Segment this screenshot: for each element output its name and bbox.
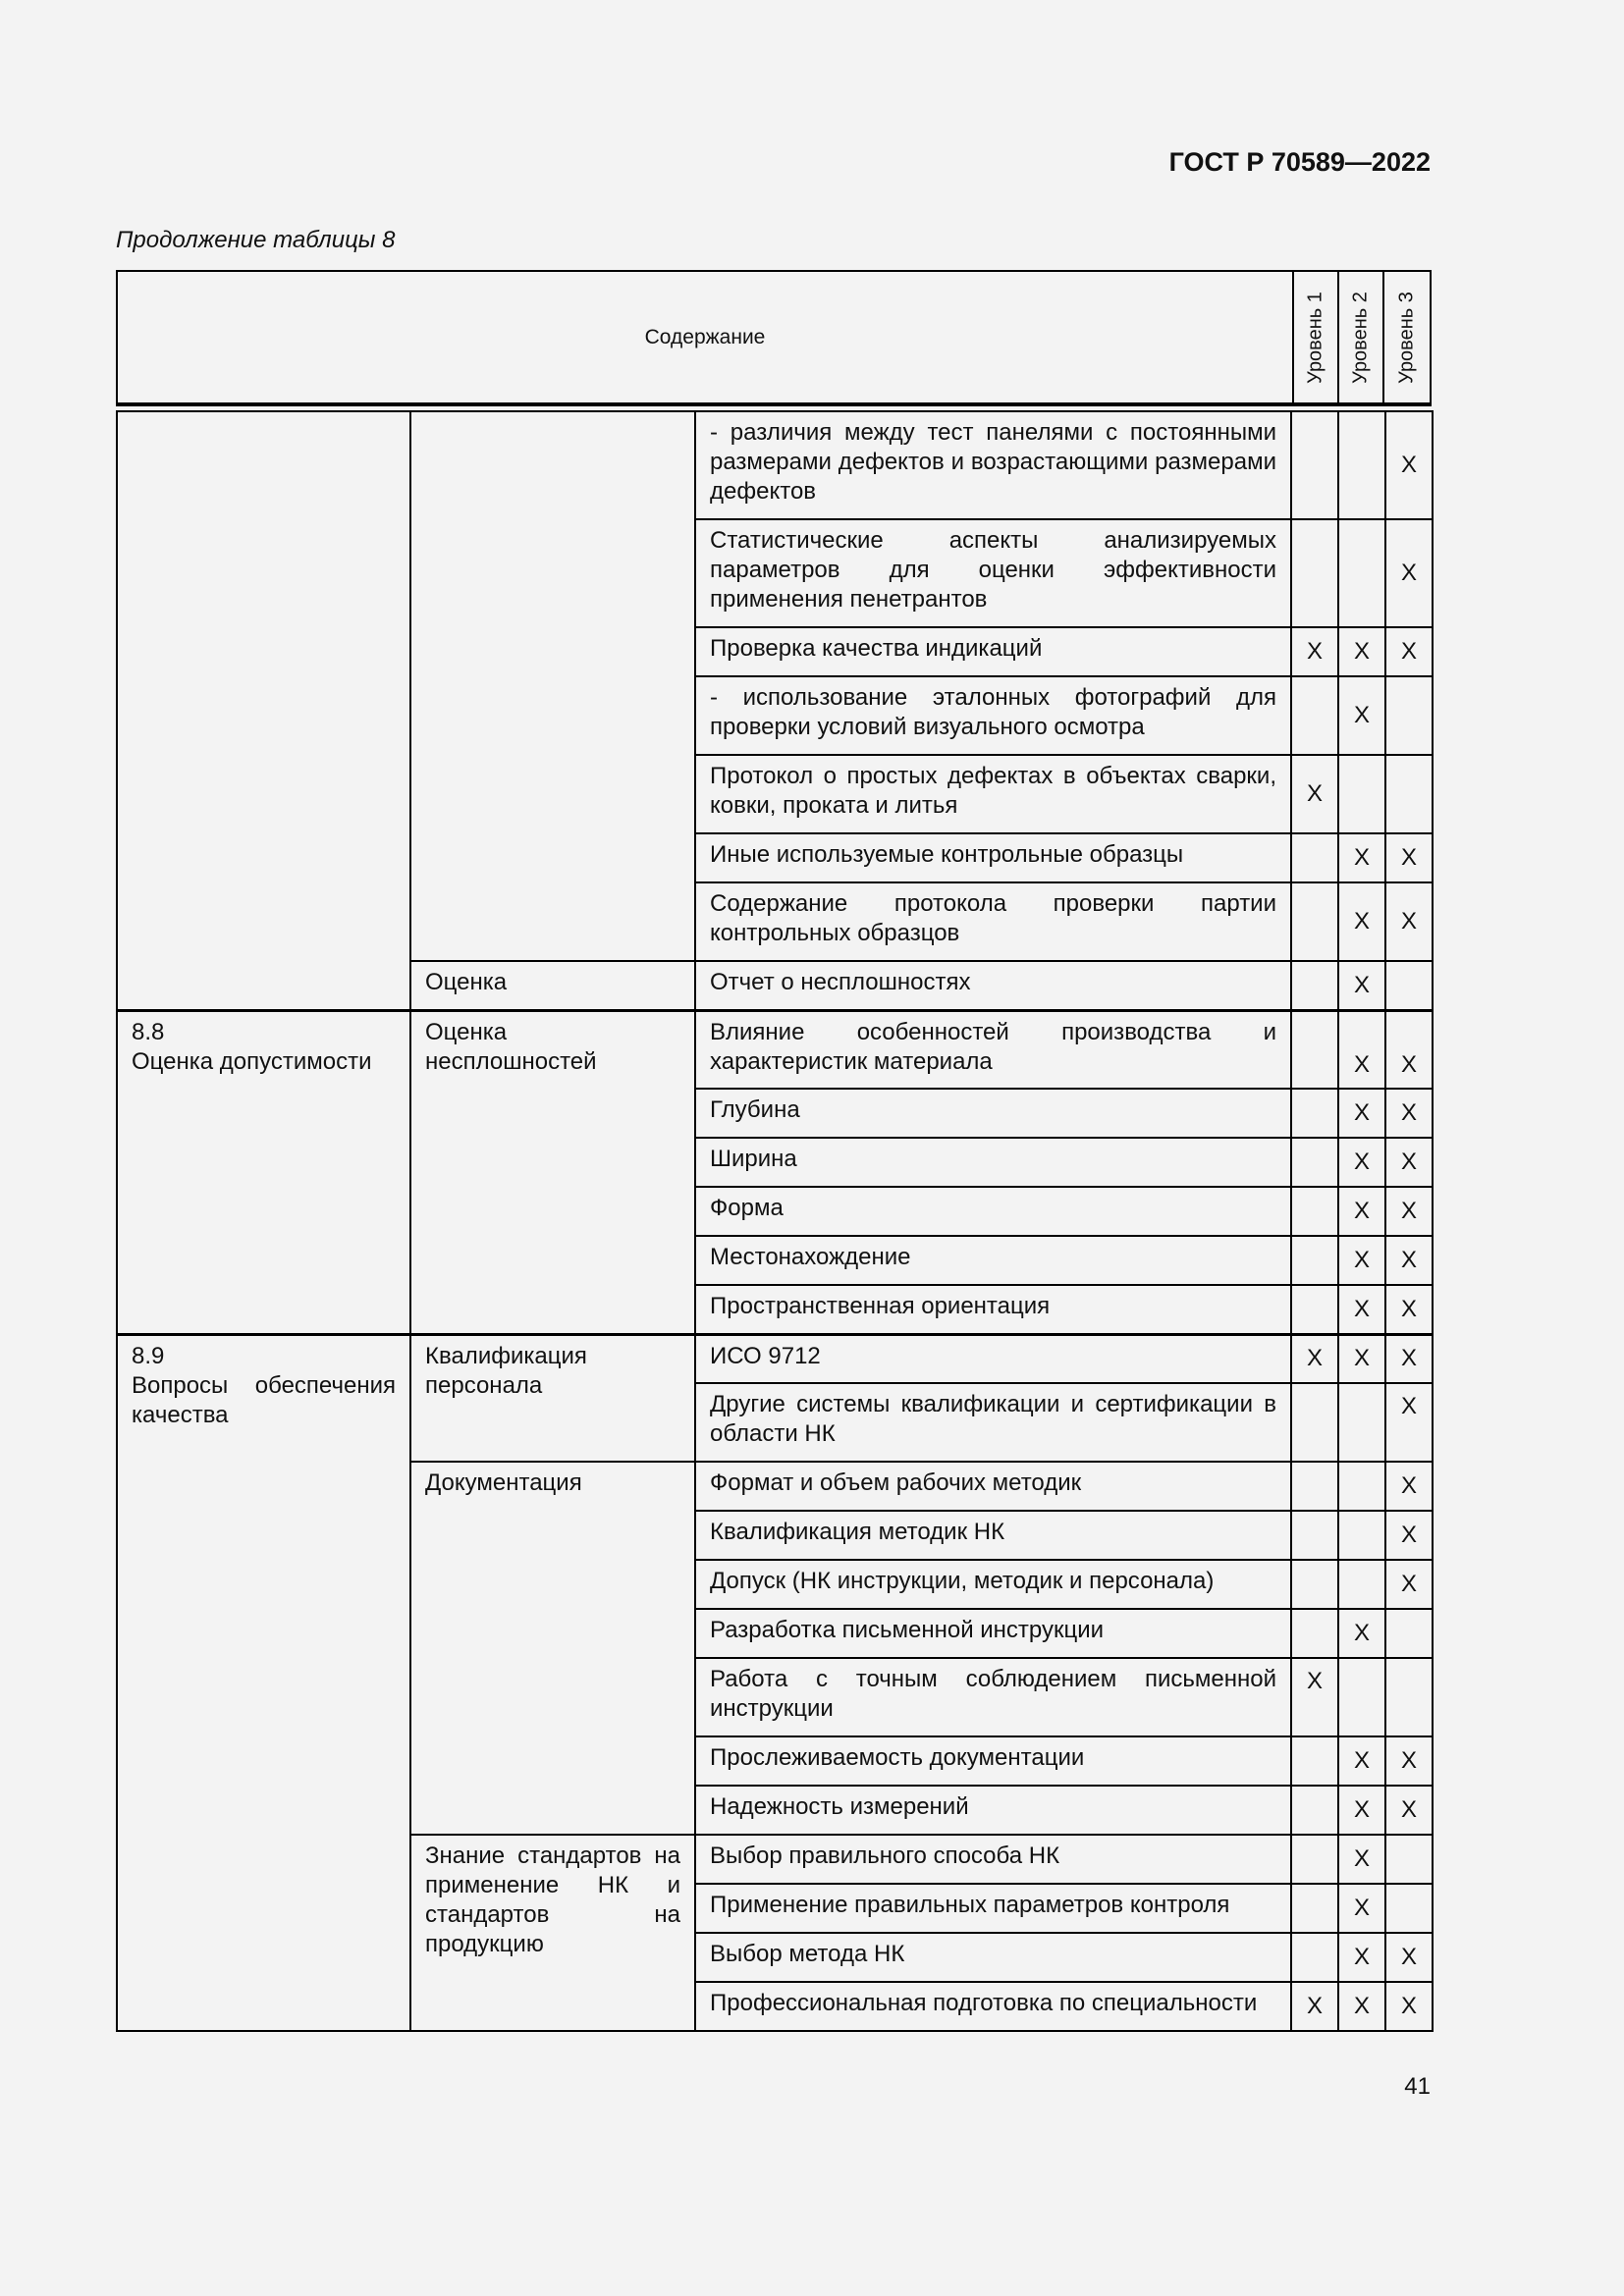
row-text: Работа с точным соблюдением письменной инструкции <box>695 1658 1291 1736</box>
mark-l1: X <box>1291 755 1338 833</box>
mark-l2: X <box>1338 1609 1385 1658</box>
mark-l3: X <box>1385 1736 1433 1786</box>
subsection-documentation: Документация <box>410 1462 695 1835</box>
mark-l3: X <box>1385 1560 1433 1609</box>
level2-header: Уровень 2 <box>1337 272 1382 402</box>
mark-l2: X <box>1338 833 1385 882</box>
subsection-evaluation: Оценка <box>410 961 695 1010</box>
mark-l1: X <box>1291 1334 1338 1383</box>
mark-l2: X <box>1338 1835 1385 1884</box>
mark-l3: X <box>1385 1010 1433 1089</box>
mark-l2: X <box>1338 627 1385 676</box>
mark-l3: X <box>1385 519 1433 627</box>
mark-l3: X <box>1385 1334 1433 1383</box>
mark-l3: X <box>1385 411 1433 519</box>
row-text: Протокол о простых дефектах в объектах сварки, ковки, проката и литья <box>695 755 1291 833</box>
row-text: - различия между тест панелями с постоянными размерами дефектов и возрастающими размерами дефектов <box>695 411 1291 519</box>
level3-header: Уровень 3 <box>1382 272 1430 402</box>
mark-l3: X <box>1385 1933 1433 1982</box>
section-number: 8.9 <box>132 1342 165 1369</box>
section-8-9 <box>117 1334 410 2031</box>
mark-l3: X <box>1385 1383 1433 1462</box>
row-text: Профессиональная подготовка по специальности <box>695 1982 1291 2031</box>
mark-l3: X <box>1385 1511 1433 1560</box>
mark-l2: X <box>1338 1786 1385 1835</box>
mark-l2: X <box>1338 1334 1385 1383</box>
mark-l2: X <box>1338 1138 1385 1187</box>
row-text: Выбор правильного способа НК <box>695 1835 1291 1884</box>
section-title: Оценка допустимости <box>132 1047 372 1075</box>
mark-l3: X <box>1385 627 1433 676</box>
row-text: Влияние особенностей производства и характеристик материала <box>695 1010 1291 1089</box>
mark-l2: X <box>1338 676 1385 755</box>
subsection-defect-eval: Оценка несплошностей <box>410 1010 695 1334</box>
table-header <box>116 270 1432 406</box>
subsection-staff-qual: Квалификация персонала <box>410 1334 695 1462</box>
row-text: Прослеживаемость документации <box>695 1736 1291 1786</box>
table-row <box>117 411 1433 519</box>
mark-l3: X <box>1385 1089 1433 1138</box>
row-text: Форма <box>695 1187 1291 1236</box>
section-title: Вопросы обеспечения качества <box>132 1371 396 1428</box>
mark-l2: X <box>1338 882 1385 961</box>
level1-header: Уровень 1 <box>1292 272 1337 402</box>
mark-l2: X <box>1338 1884 1385 1933</box>
row-text: Применение правильных параметров контроля <box>695 1884 1291 1933</box>
standard-number: ГОСТ Р 70589—2022 <box>1168 147 1431 177</box>
row-text: - использование эталонных фотографий для проверки условий визуального осмотра <box>695 676 1291 755</box>
mark-l3: X <box>1385 1462 1433 1511</box>
mark-l3: X <box>1385 833 1433 882</box>
mark-l3: X <box>1385 1982 1433 2031</box>
row-text: Выбор метода НК <box>695 1933 1291 1982</box>
mark-l1: X <box>1291 1982 1338 2031</box>
mark-l3: X <box>1385 1187 1433 1236</box>
row-text: Ширина <box>695 1138 1291 1187</box>
subsection-standards-knowledge: Знание стандартов на применение НК и стандартов на продукцию <box>410 1835 695 2031</box>
table-caption: Продолжение таблицы 8 <box>116 227 396 253</box>
row-text: Иные используемые контрольные образцы <box>695 833 1291 882</box>
table-row <box>117 1010 1433 1089</box>
mark-l3: X <box>1385 1236 1433 1285</box>
mark-l2: X <box>1338 1089 1385 1138</box>
row-text: Надежность измерений <box>695 1786 1291 1835</box>
content-column-header: Содержание <box>644 325 766 348</box>
row-text: Допуск (НК инструкции, методик и персонала) <box>695 1560 1291 1609</box>
row-text: ИСО 9712 <box>695 1334 1291 1383</box>
section-8-8 <box>117 1010 410 1334</box>
mark-l2: X <box>1338 1933 1385 1982</box>
mark-l2: X <box>1338 1736 1385 1786</box>
mark-l1: X <box>1291 627 1338 676</box>
row-text: Другие системы квалификации и сертификации в области НК <box>695 1383 1291 1462</box>
subsection-cell-empty <box>410 411 695 961</box>
table-row <box>117 1334 1433 1383</box>
row-text: Местонахождение <box>695 1236 1291 1285</box>
row-text: Отчет о несплошностях <box>695 961 1291 1010</box>
mark-l3: X <box>1385 882 1433 961</box>
mark-l3: X <box>1385 1786 1433 1835</box>
content-table <box>116 410 1434 2032</box>
page-number: 41 <box>1404 2073 1431 2100</box>
mark-l2: X <box>1338 961 1385 1010</box>
row-text: Глубина <box>695 1089 1291 1138</box>
row-text: Квалификация методик НК <box>695 1511 1291 1560</box>
row-text: Содержание протокола проверки партии контрольных образцов <box>695 882 1291 961</box>
row-text: Проверка качества индикаций <box>695 627 1291 676</box>
mark-l3: X <box>1385 1138 1433 1187</box>
mark-l1: X <box>1291 1658 1338 1736</box>
mark-l2: X <box>1338 1010 1385 1089</box>
mark-l3: X <box>1385 1285 1433 1334</box>
mark-l2: X <box>1338 1187 1385 1236</box>
mark-l2: X <box>1338 1236 1385 1285</box>
row-text: Статистические аспекты анализируемых параметров для оценки эффективности применения пенетрантов <box>695 519 1291 627</box>
mark-l2: X <box>1338 1982 1385 2031</box>
row-text: Разработка письменной инструкции <box>695 1609 1291 1658</box>
section-number: 8.8 <box>132 1018 165 1045</box>
row-text: Формат и объем рабочих методик <box>695 1462 1291 1511</box>
section-cell-empty <box>117 411 410 1010</box>
row-text: Пространственная ориентация <box>695 1285 1291 1334</box>
mark-l2: X <box>1338 1285 1385 1334</box>
